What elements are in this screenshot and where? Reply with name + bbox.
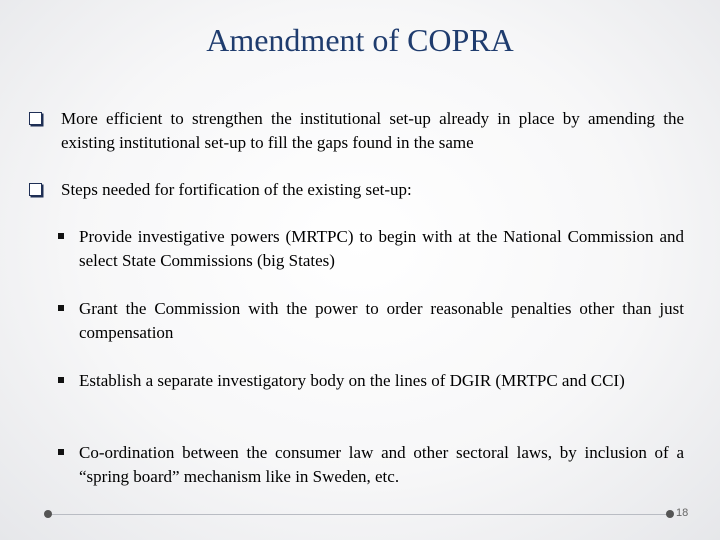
checkbox-bullet-icon [29,112,42,125]
sub-bullet-text: Co-ordination between the consumer law and other sectoral laws, by inclusion of a “spring board” mechanism like in Sweden, etc. [79,443,684,486]
footer-line [48,514,668,515]
sub-bullet-text: Provide investigative powers (MRTPC) to begin with at the National Commission and select State Commissions (big States) [79,227,684,270]
sub-bullet-text: Establish a separate investigatory body on the lines of DGIR (MRTPC and CCI) [79,371,625,390]
page-title: Amendment of COPRA [206,22,514,58]
footer-dot-icon [44,510,52,518]
square-bullet-icon [58,377,64,383]
square-bullet-icon [58,449,64,455]
bullet-text: More efficient to strengthen the institutional set-up already in place by amending the existing institutional set-up to fill the gaps found in the same [61,109,684,152]
checkbox-bullet-icon [29,183,42,196]
footer-dot-icon [666,510,674,518]
square-bullet-icon [58,305,64,311]
page-number: 18 [676,507,689,519]
square-bullet-icon [58,233,64,239]
bullet-text: Steps needed for fortification of the existing set-up: [61,180,412,199]
sub-bullet-text: Grant the Commission with the power to order reasonable penalties other than just compensation [79,299,684,342]
